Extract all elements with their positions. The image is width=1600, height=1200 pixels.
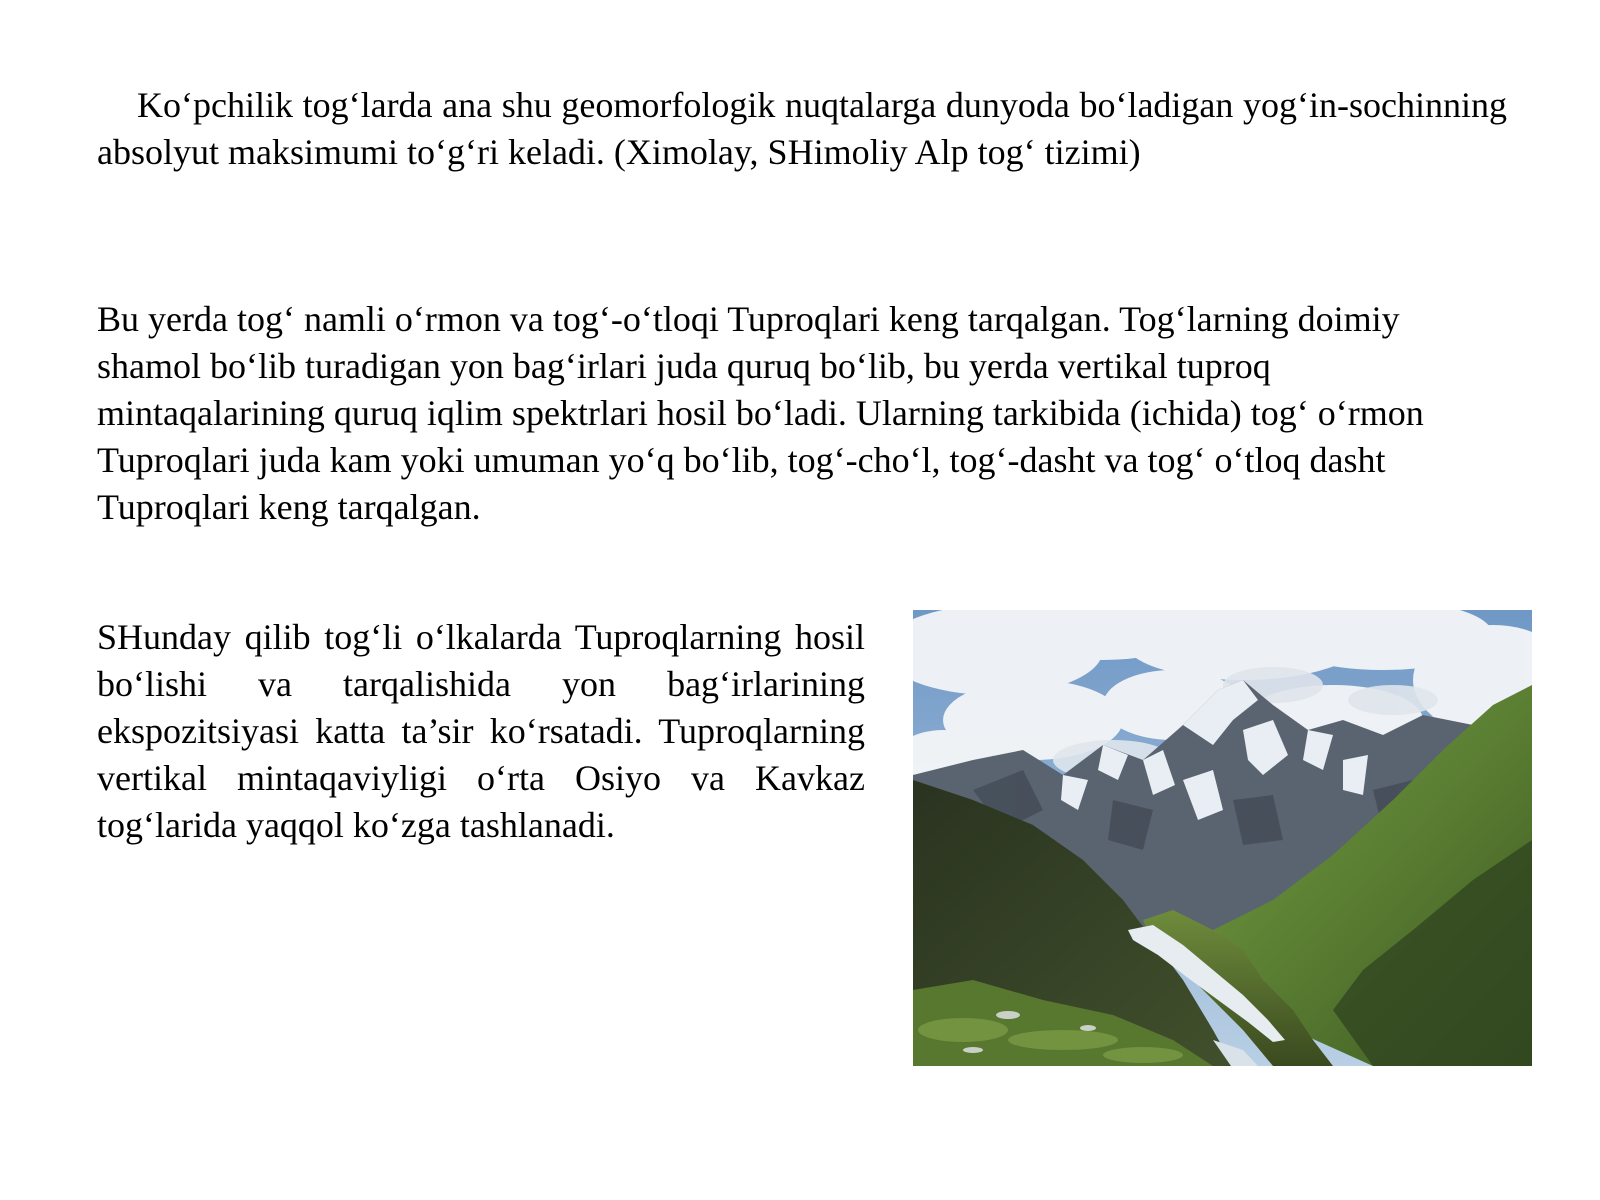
paragraph-precipitation: Ko‘pchilik tog‘larda ana shu geomorfologik nuqtalarga dunyoda bo‘ladigan yog‘in-sochinning absolyut maksimumi to‘g‘ri keladi. (Ximolay, SHimoliy Alp tog‘ tizimi) <box>97 85 1507 172</box>
mountain-landscape-image <box>913 610 1532 1066</box>
paragraph-soil-types: Bu yerda tog‘ namli o‘rmon va tog‘-o‘tloqi Tuproqlari keng tarqalgan. Tog‘larning doimiy shamol bo‘lib turadigan yon bag‘irlari juda quruq bo‘lib, bu yerda vertikal tuproq mintaqalarining quruq iqlim spektrlari hosil bo‘ladi. Ularning tarkibida (ichida) tog‘ o‘rmon Tuproqlari juda kam yoki umuman yo‘q bo‘lib, tog‘-cho‘l, tog‘-dasht va tog‘ o‘tloq dasht Tuproqlari keng tarqalgan. <box>97 299 1424 527</box>
mountain-valley-photo <box>913 610 1532 1066</box>
paragraph-exposition: SHunday qilib tog‘li o‘lkalarda Tuproqlarning hosil bo‘lishi va tarqalishida yon bag‘irlarining ekspozitsiyasi katta ta’sir ko‘rsatadi. Tuproqlarning vertikal mintaqaviyligi o‘rta Osiyo va Kavkaz tog‘larida yaqqol ko‘zga tashlanadi. <box>97 617 865 845</box>
